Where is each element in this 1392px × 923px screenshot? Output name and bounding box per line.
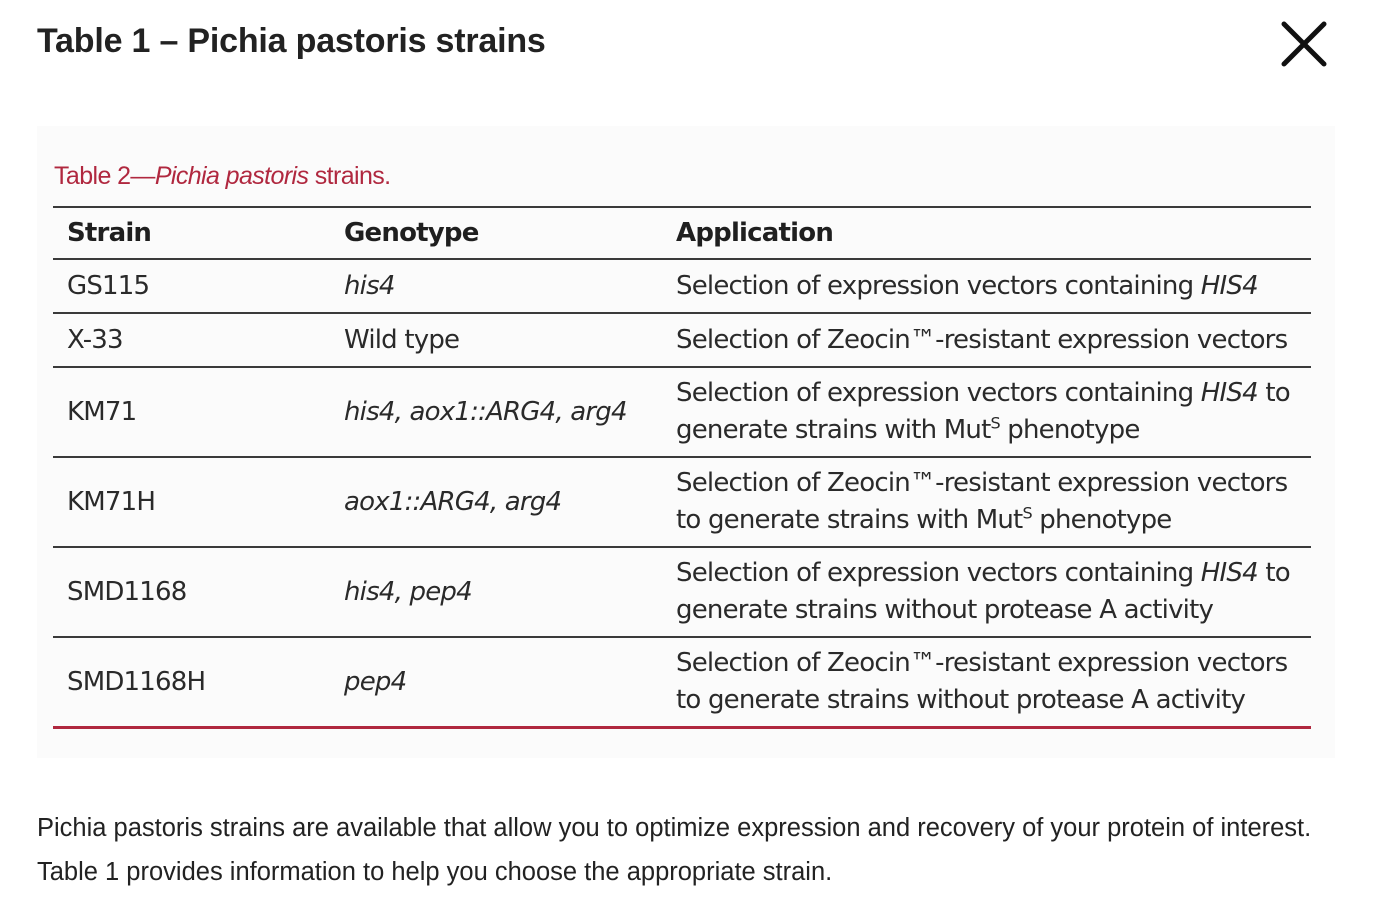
- close-icon: [1276, 16, 1332, 72]
- cell-strain: KM71H: [53, 457, 330, 547]
- table-row: [53, 457, 1311, 547]
- modal-title: Table 1 – Pichia pastoris strains: [37, 22, 546, 60]
- application-line2-end: phenotype: [999, 415, 1140, 445]
- cell-genotype: his4, aox1::ARG4, arg4: [330, 367, 662, 457]
- application-text: Selection of Zeocin™-resistant expression vectors: [676, 468, 1288, 498]
- application-text: Selection of Zeocin™-resistant expression vectors: [676, 324, 1288, 355]
- application-text-end: to: [1257, 558, 1290, 588]
- application-line2: generate strains with Mut: [676, 415, 991, 445]
- application-superscript: S: [1022, 503, 1032, 523]
- close-button[interactable]: [1276, 16, 1332, 72]
- application-text-end: to: [1257, 378, 1290, 408]
- table-row: [53, 637, 1311, 728]
- table-caption: [54, 162, 391, 191]
- header-genotype: Genotype: [330, 207, 662, 259]
- cell-genotype: pep4: [330, 637, 662, 728]
- application-gene: HIS4: [1200, 270, 1258, 301]
- cell-strain: GS115: [53, 259, 330, 313]
- application-line2-end: phenotype: [1031, 505, 1172, 535]
- cell-genotype: aox1::ARG4, arg4: [330, 457, 662, 547]
- description-text: Pichia pastoris strains are available that allow you to optimize expression and recovery of your protein of interest. Table 1 provides information to help you choose the appropriate strain.: [37, 814, 1312, 886]
- cell-application: [662, 259, 1311, 313]
- caption-italic: Pichia pastoris: [154, 162, 309, 190]
- table-row: [53, 313, 1311, 367]
- table-row: [53, 367, 1311, 457]
- table-row: [53, 259, 1311, 313]
- application-text: Selection of Zeocin™-resistant expression vectors: [676, 648, 1288, 678]
- cell-strain: SMD1168: [53, 547, 330, 637]
- application-text: Selection of expression vectors containing: [676, 558, 1201, 588]
- cell-genotype: his4: [330, 259, 662, 313]
- application-gene: HIS4: [1200, 558, 1258, 588]
- header-strain: Strain: [53, 207, 330, 259]
- cell-application: [662, 457, 1311, 547]
- cell-strain: X-33: [53, 313, 330, 367]
- cell-strain: KM71: [53, 367, 330, 457]
- caption-suffix: strains.: [308, 162, 391, 190]
- cell-genotype: Wild type: [330, 313, 662, 367]
- table-row: [53, 547, 1311, 637]
- application-line2: to generate strains with Mut: [676, 505, 1023, 535]
- application-superscript: S: [990, 413, 1000, 433]
- header-application: Application: [662, 207, 1311, 259]
- application-line2: generate strains without protease A activity: [676, 595, 1214, 625]
- table-header-row: [53, 207, 1311, 259]
- cell-application: [662, 547, 1311, 637]
- application-text: Selection of expression vectors containing: [676, 378, 1201, 408]
- cell-genotype: his4, pep4: [330, 547, 662, 637]
- table-figure-image: [37, 126, 1335, 758]
- cell-strain: SMD1168H: [53, 637, 330, 728]
- cell-application: [662, 313, 1311, 367]
- application-gene: HIS4: [1200, 378, 1258, 408]
- cell-application: [662, 637, 1311, 728]
- caption-prefix: Table 2—: [54, 162, 155, 190]
- strains-table: [53, 206, 1311, 729]
- application-text: Selection of expression vectors containing: [676, 270, 1201, 301]
- application-line2: to generate strains without protease A activity: [676, 685, 1246, 715]
- cell-application: [662, 367, 1311, 457]
